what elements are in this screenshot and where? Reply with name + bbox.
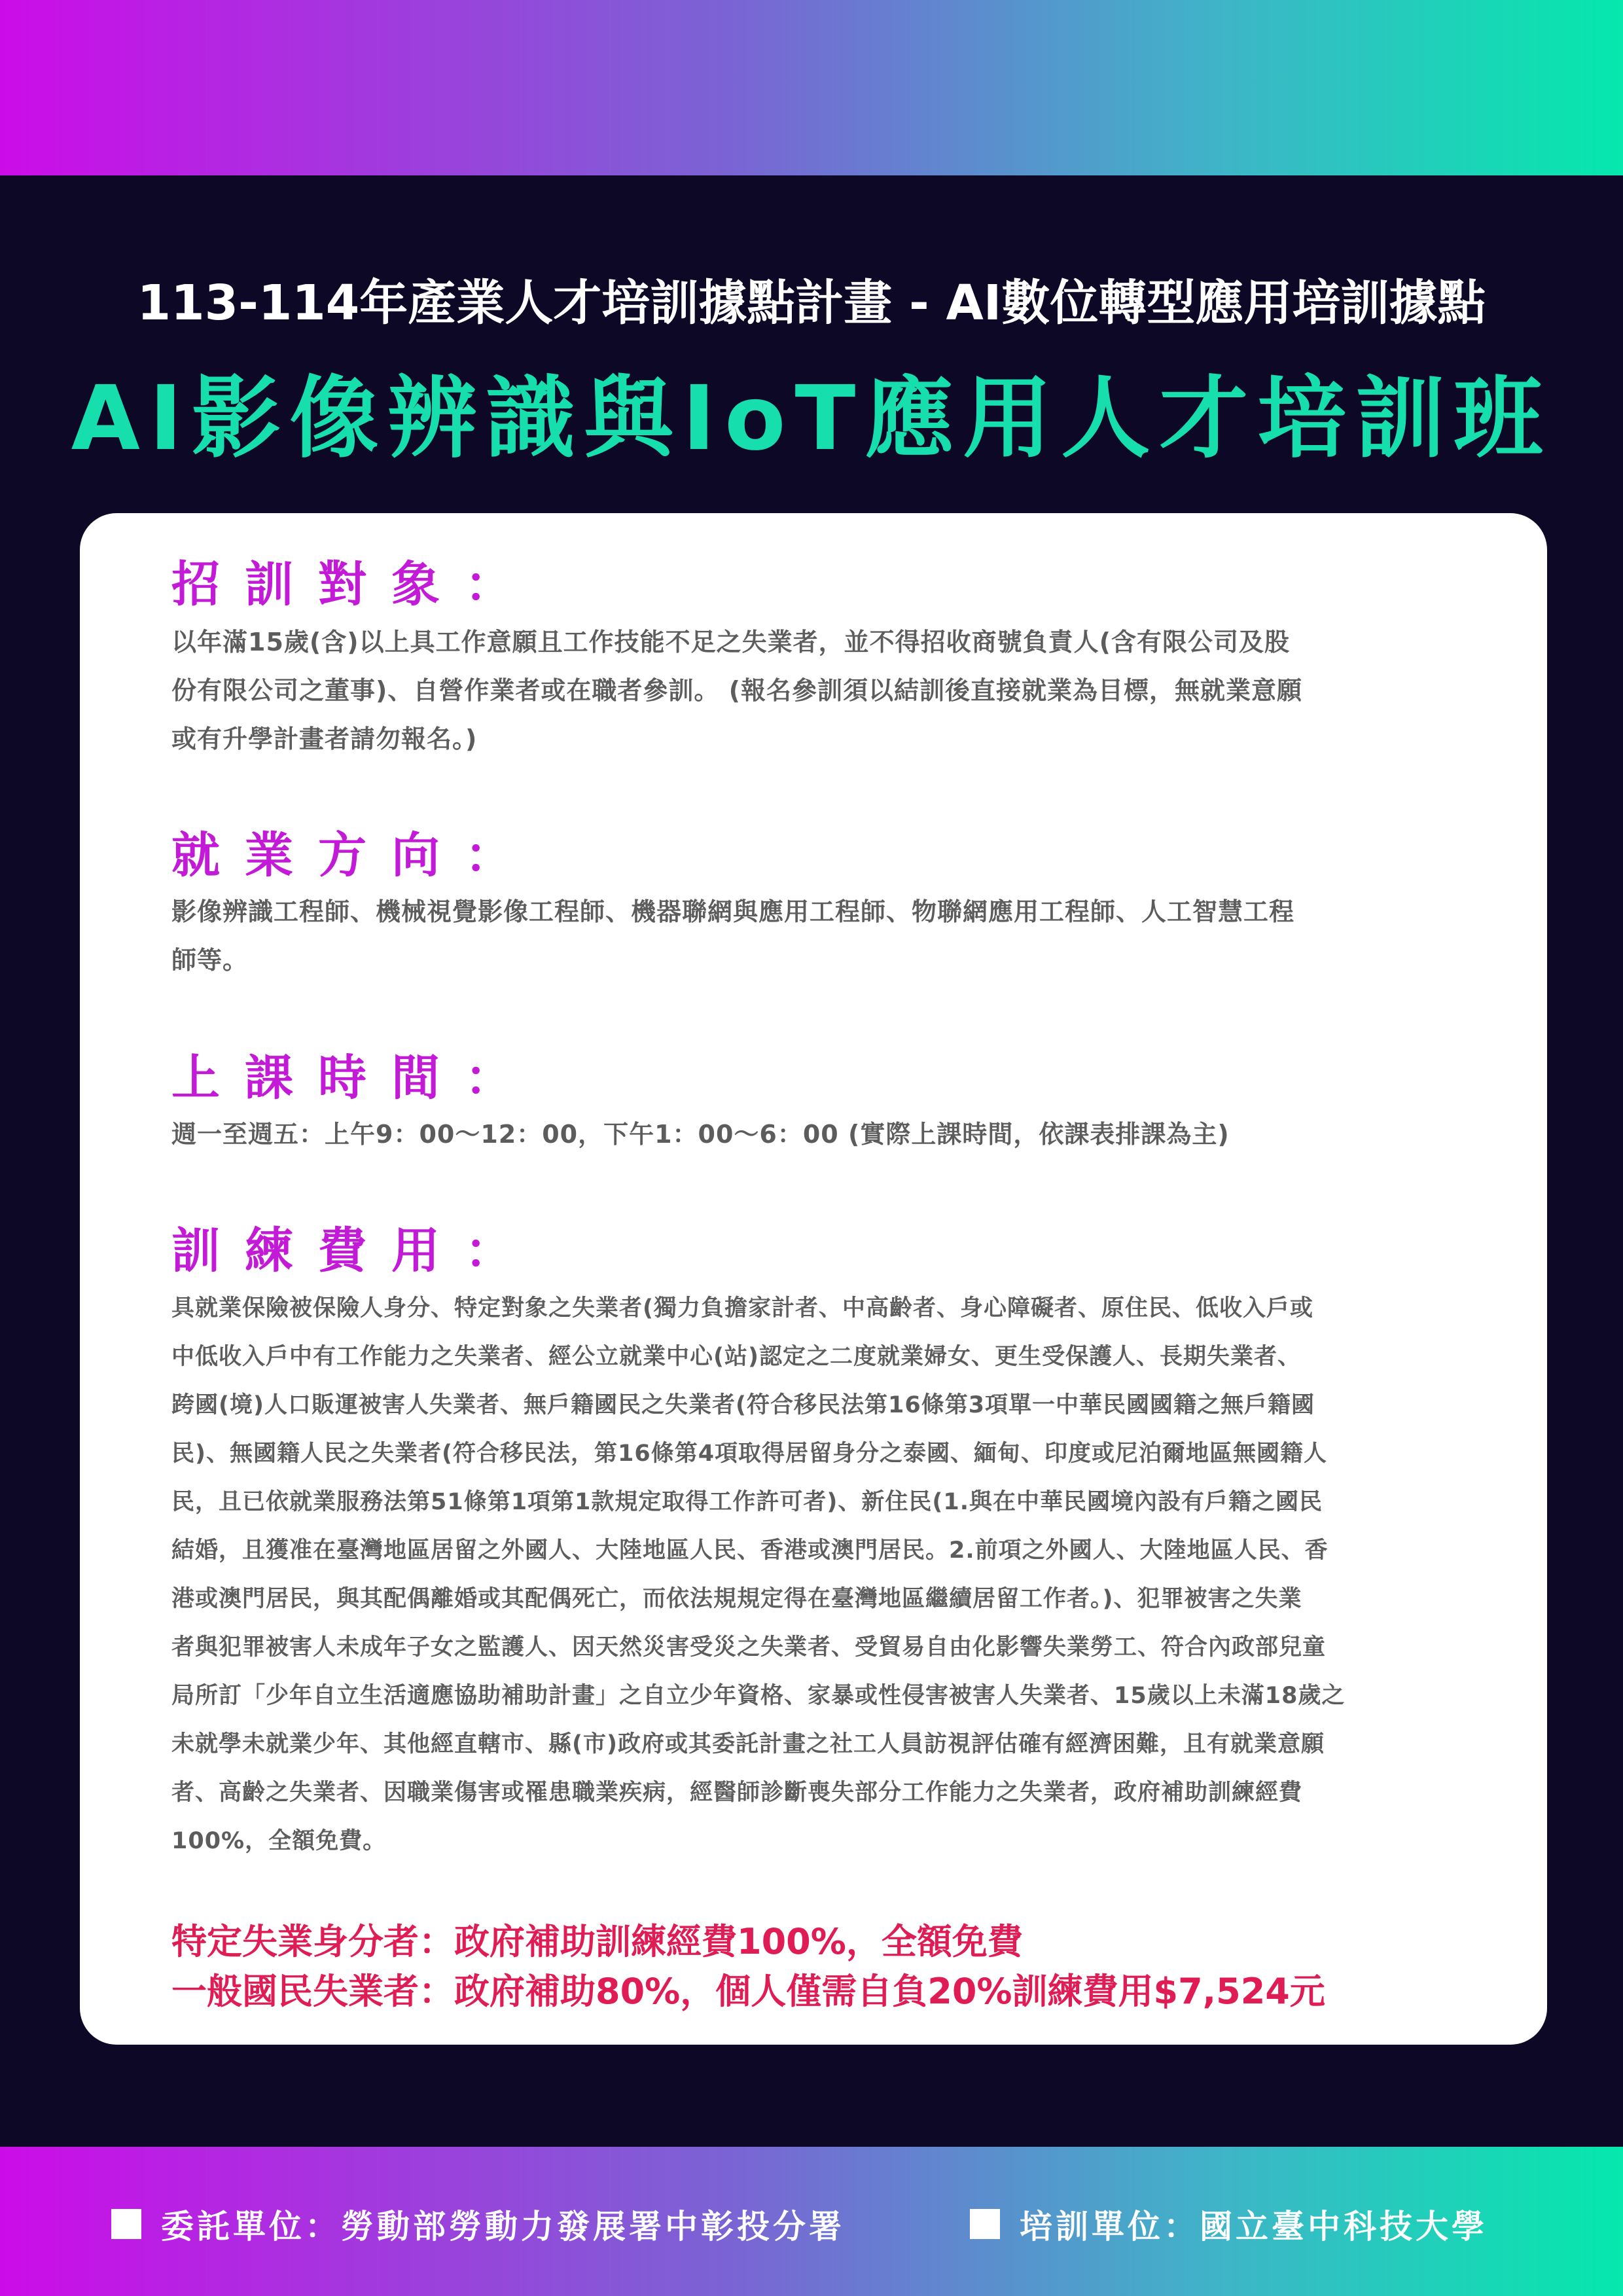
course-title: AI影像辨識與IoT應用人才培訓班 (71, 367, 1552, 471)
special-subsidy-note: 特定失業身分者：政府補助訓練經費100%，全額免費 (171, 1921, 1023, 1962)
training-unit (970, 2198, 1488, 2250)
fee-line: 中低收入戶中有工作能力之失業者、經公立就業中心(站)認定之二度就業婦女、更生受保護人、長期失業者、 (171, 1344, 1301, 1370)
project-subtitle: 113-114年產業人才培訓據點計畫 - AI數位轉型應用培訓據點 (137, 275, 1486, 331)
fee-line: 民)、無國籍人民之失業者(符合移民法，第16條第4項取得居留身分之泰國、緬甸、印度或尼泊爾地區無國籍人 (171, 1441, 1328, 1467)
schedule-text (171, 1110, 1467, 1158)
fee-line: 者與犯罪被害人未成年子女之監護人、因天然災害受災之失業者、受貿易自由化影響失業勞工、符合內政部兒童 (171, 1634, 1327, 1660)
schedule-heading: 上課時間： (171, 1050, 538, 1106)
fee-line: 者、高齡之失業者、因職業傷害或罹患職業疾病，經醫師診斷喪失部分工作能力之失業者，政府補助訓練經費 (171, 1780, 1303, 1806)
commission-unit (111, 2198, 845, 2250)
career-line: 影像辨識工程師、機械視覺影像工程師、機器聯網與應用工程師、物聯網應用工程師、人工智慧工程 (171, 897, 1295, 926)
fee-line: 跨國(境)人口販運被害人失業者、無戶籍國民之失業者(符合移民法第16條第3項單一中華民國國籍之無戶籍國 (171, 1392, 1315, 1418)
training-label: 培訓單位：國立臺中科技大學 (1020, 2208, 1488, 2246)
recruit-line: 或有升學計畫者請勿報名。) (171, 725, 478, 753)
fee-line: 結婚，且獲准在臺灣地區居留之外國人、大陸地區人民、香港或澳門居民。2.前項之外國人、大陸地區人民、香 (171, 1537, 1329, 1564)
fee-line: 100%，全額免費。 (171, 1828, 387, 1854)
fee-heading: 訓練費用： (171, 1223, 538, 1279)
career-text (171, 888, 1467, 984)
recruit-heading: 招訓對象： (171, 556, 538, 613)
fee-line: 民，且已依就業服務法第51條第1項第1款規定取得工作許可者)、新住民(1.與在中華民國境內設有戶籍之國民 (171, 1489, 1323, 1515)
commission-label: 委託單位：勞動部勞動力發展署中彰投分署 (161, 2208, 845, 2246)
career-line: 師等。 (171, 946, 249, 975)
recruit-line: 以年滿15歲(含)以上具工作意願且工作技能不足之失業者，並不得招收商號負責人(含有限公司及股 (171, 628, 1290, 656)
career-heading: 就業方向： (171, 827, 538, 884)
square-bullet-icon (970, 2209, 1000, 2239)
fee-line: 港或澳門居民，與其配偶離婚或其配偶死亡，而依法規規定得在臺灣地區繼續居留工作者。)、犯罪被害之失業 (171, 1586, 1302, 1612)
square-bullet-icon (111, 2209, 141, 2239)
fee-line: 局所訂「少年自立生活適應協助補助計畫」之自立少年資格、家暴或性侵害被害人失業者、15歲以上未滿18歲之 (171, 1683, 1346, 1709)
general-subsidy-note: 一般國民失業者：政府補助80%，個人僅需自負20%訓練費用$7,524元 (171, 1971, 1325, 2012)
schedule-line: 週一至週五：上午9：00～12：00，下午1：00～6：00 (實際上課時間，依課表排課為主) (171, 1120, 1230, 1149)
fee-text (171, 1284, 1467, 1865)
recruit-line: 份有限公司之董事)、自營作業者或在職者參訓。 (報名參訓須以結訓後直接就業為目標，無就業意願 (171, 676, 1302, 705)
fee-line: 未就學未就業少年、其他經直轄市、縣(市)政府或其委託計畫之社工人員訪視評估確有經濟困難，且有就業意願 (171, 1731, 1325, 1757)
fee-line: 具就業保險被保險人身分、特定對象之失業者(獨力負擔家計者、中高齡者、身心障礙者、原住民、低收入戶或 (171, 1295, 1314, 1321)
recruit-text (171, 618, 1467, 763)
top-gradient-band (0, 0, 1623, 175)
